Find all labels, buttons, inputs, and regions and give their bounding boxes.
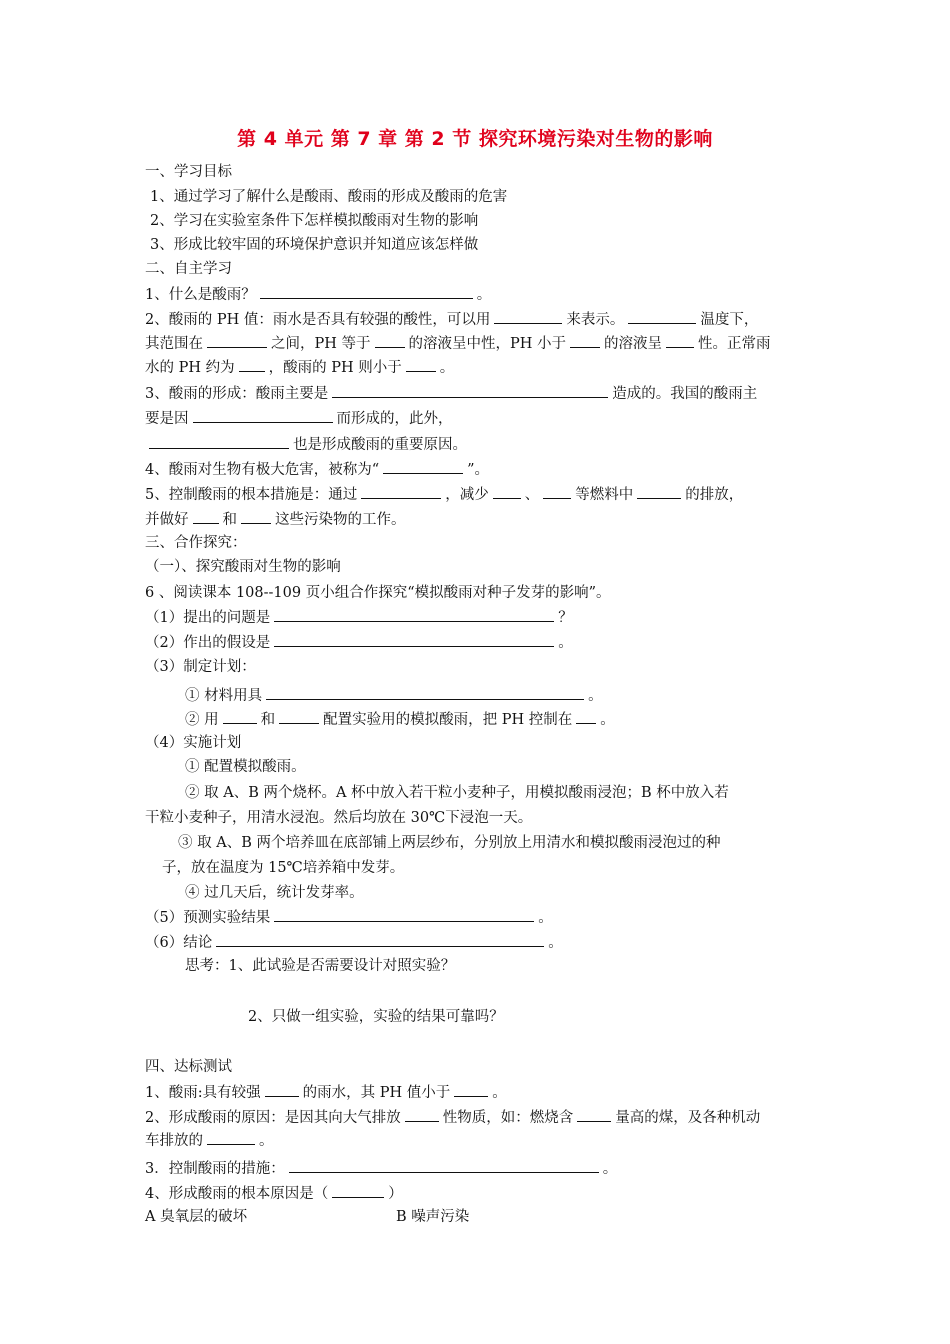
text-line: [248, 1008, 504, 1026]
line-text: 一、学习目标: [145, 164, 232, 180]
line-text: 车排放的: [145, 1133, 203, 1149]
line-text: ① 材料用具: [185, 688, 263, 704]
text-line: [145, 1131, 274, 1150]
text-line: [185, 957, 455, 975]
line-text: 。: [600, 712, 615, 728]
line-text: 6 、阅读课本 108--109 页小组合作探究“模拟酸雨对种子发芽的影响”。: [145, 585, 611, 601]
line-text: 水的 PH 约为: [145, 360, 235, 376]
line-text: （2）作出的假设是: [145, 635, 271, 651]
line-text: 2、形成酸雨的原因：是因其向大气排放: [145, 1110, 401, 1126]
text-line: [145, 908, 553, 927]
line-text: 子，放在温度为 15℃培养箱中发芽。: [162, 860, 405, 876]
text-line: [145, 534, 247, 552]
text-line: [185, 758, 306, 776]
answer-blank[interactable]: [577, 1108, 611, 1122]
line-text: 。: [558, 635, 573, 651]
answer-blank[interactable]: [207, 1131, 255, 1145]
answer-blank[interactable]: [193, 409, 333, 423]
answer-blank[interactable]: [494, 310, 562, 324]
line-text: 3．控制酸雨的措施：: [145, 1161, 285, 1177]
line-text: （4）实施计划: [145, 735, 242, 751]
text-line: [145, 734, 241, 752]
answer-blank[interactable]: [274, 608, 554, 622]
answer-blank[interactable]: [193, 510, 219, 524]
line-text: 的排放，: [685, 487, 744, 503]
line-text: 温度下，: [700, 312, 759, 328]
line-text: 思考：1、此试验是否需要设计对照实验？: [185, 958, 456, 974]
answer-blank[interactable]: [405, 1108, 439, 1122]
answer-blank[interactable]: [637, 485, 681, 499]
line-text: 也是形成酸雨的重要原因。: [293, 437, 467, 453]
answer-blank[interactable]: [274, 908, 534, 922]
line-text: 性物质，如：燃烧含: [442, 1110, 574, 1126]
text-line: [145, 409, 453, 428]
answer-blank[interactable]: [406, 358, 436, 372]
text-line: [145, 1083, 507, 1102]
answer-blank[interactable]: [223, 710, 257, 724]
line-text: 5、控制酸雨的根本措施是：通过: [145, 487, 358, 503]
text-line: [145, 608, 573, 627]
answer-blank[interactable]: [149, 435, 289, 449]
text-line: [145, 460, 489, 479]
text-line: [145, 658, 256, 676]
text-line: [145, 1208, 247, 1226]
text-line: [145, 1184, 403, 1203]
line-text: 这些污染物的工作。: [275, 512, 406, 528]
line-text: ① 配置模拟酸雨。: [185, 759, 306, 775]
text-line: [145, 933, 563, 952]
line-text: 三、合作探究：: [145, 535, 247, 551]
line-text: ，酸雨的 PH 则小于: [268, 360, 402, 376]
line-text: 四、达标测试: [145, 1059, 232, 1075]
line-text: 等燃料中: [575, 487, 634, 503]
line-text: 而形成的，此外，: [336, 411, 453, 427]
text-line: [145, 358, 454, 377]
line-text: 。: [602, 1161, 618, 1177]
answer-blank[interactable]: [216, 933, 544, 947]
text-line: [145, 285, 491, 304]
line-text: 2、只做一组实验，实验的结果可靠吗？: [248, 1009, 504, 1025]
answer-blank[interactable]: [279, 710, 319, 724]
text-line: [162, 859, 404, 877]
text-line: [185, 884, 364, 902]
line-text: （一）、探究酸雨对生物的影响: [145, 559, 341, 575]
line-text: 。: [538, 910, 553, 926]
line-text: B 噪声污染: [396, 1209, 470, 1225]
line-text: A 臭氧层的破坏: [145, 1209, 248, 1225]
line-text: 之间，PH 等于: [271, 336, 371, 352]
text-line: [145, 384, 757, 403]
line-text: 的溶液呈中性，PH 小于: [408, 336, 567, 352]
line-text: 其范围在: [145, 336, 203, 352]
answer-blank[interactable]: [383, 460, 463, 474]
answer-blank[interactable]: [576, 710, 596, 724]
line-text: 1、酸雨:具有较强: [145, 1085, 261, 1101]
line-text: 来表示。: [566, 312, 625, 328]
answer-blank[interactable]: [332, 1184, 384, 1198]
text-line: [150, 236, 478, 254]
line-text: ③ 取 A、B 两个培养皿在底部铺上两层纱布，分别放上用清水和模拟酸雨浸泡过的种: [178, 835, 721, 851]
line-text: 二、自主学习: [145, 261, 232, 277]
line-text: ④ 过几天后，统计发芽率。: [185, 885, 364, 901]
line-text: 量高的煤，及各种机动: [615, 1110, 761, 1126]
text-line: [145, 260, 232, 278]
answer-blank[interactable]: [361, 485, 441, 499]
line-text: ）: [388, 1186, 403, 1202]
text-line: [145, 485, 743, 504]
answer-blank[interactable]: [260, 285, 473, 299]
text-line: [145, 809, 532, 827]
line-text: 的溶液呈: [604, 336, 663, 352]
line-text: 1、什么是酸雨？: [145, 287, 256, 303]
line-text: ？: [558, 610, 573, 626]
answer-blank[interactable]: [332, 384, 608, 398]
text-line: [145, 334, 771, 353]
line-text: 。: [476, 287, 492, 303]
line-text: ② 用: [185, 712, 219, 728]
line-text: ”。: [467, 462, 490, 478]
line-text: 性。正常雨: [698, 336, 771, 352]
text-line: [185, 784, 729, 802]
text-line: [185, 686, 603, 705]
line-text: 2、学习在实验室条件下怎样模拟酸雨对生物的影响: [150, 213, 479, 229]
line-text: 并做好: [145, 512, 189, 528]
answer-blank[interactable]: [289, 1159, 599, 1173]
line-text: （5）预测实验结果: [145, 910, 271, 926]
text-line: [145, 1108, 760, 1127]
line-text: 造成的。我国的酸雨主: [612, 386, 758, 402]
line-text: （1）提出的问题是: [145, 610, 271, 626]
answer-blank[interactable]: [274, 633, 554, 647]
line-text: 2、酸雨的 PH 值：雨水是否具有较强的酸性，可以用: [145, 312, 491, 328]
line-text: 、: [524, 487, 540, 503]
text-line: [150, 212, 478, 230]
line-text: 1、通过学习了解什么是酸雨、酸雨的形成及酸雨的危害: [150, 189, 508, 205]
answer-blank[interactable]: [628, 310, 696, 324]
text-line: [145, 584, 611, 602]
answer-blank[interactable]: [493, 485, 521, 499]
line-text: ② 取 A、B 两个烧杯。A 杯中放入若干粒小麦种子，用模拟酸雨浸泡；B 杯中放入若: [185, 785, 729, 801]
text-line: [145, 1159, 617, 1178]
line-text: 要是因: [145, 411, 189, 427]
answer-blank[interactable]: [543, 485, 571, 499]
document-title: 第 4 单元 第 7 章 第 2 节 探究环境污染对生物的影响: [237, 128, 713, 150]
text-line: [145, 510, 406, 529]
line-text: 的雨水，其 PH 值小于: [302, 1085, 451, 1101]
line-text: 。: [259, 1133, 274, 1149]
line-text: 3、酸雨的形成：酸雨主要是: [145, 386, 329, 402]
text-line: [178, 834, 720, 852]
answer-blank[interactable]: [207, 334, 267, 348]
line-text: 。: [439, 360, 455, 376]
line-text: 和: [260, 712, 276, 728]
line-text: 3、形成比较牢固的环境保护意识并知道应该怎样做: [150, 237, 479, 253]
line-text: 。: [492, 1085, 507, 1101]
line-text: 配置实验用的模拟酸雨，把 PH 控制在: [323, 712, 573, 728]
answer-blank[interactable]: [266, 686, 584, 700]
answer-blank[interactable]: [239, 358, 265, 372]
answer-blank[interactable]: [241, 510, 271, 524]
text-line: [145, 163, 232, 181]
line-text: ，减少: [445, 487, 489, 503]
line-text: 和: [222, 512, 237, 528]
line-text: 。: [548, 935, 563, 951]
text-line: [145, 435, 467, 454]
text-line: [145, 1058, 232, 1076]
text-line: [145, 558, 341, 576]
answer-blank[interactable]: [454, 1083, 488, 1097]
line-text: 4、形成酸雨的根本原因是（: [145, 1186, 329, 1202]
line-text: 。: [588, 688, 603, 704]
answer-blank[interactable]: [265, 1083, 299, 1097]
line-text: 干粒小麦种子，用清水浸泡。然后均放在 30℃下浸泡一天。: [145, 810, 533, 826]
text-line: [145, 310, 758, 329]
line-text: （3）制定计划：: [145, 659, 256, 675]
line-text: （6）结论: [145, 935, 213, 951]
answer-blank[interactable]: [570, 334, 600, 348]
text-line: [150, 188, 507, 206]
line-text: 4、酸雨对生物有极大危害，被称为“: [145, 462, 380, 478]
text-line: [396, 1208, 469, 1226]
answer-blank[interactable]: [666, 334, 694, 348]
text-line: [145, 633, 573, 652]
text-line: [185, 710, 615, 729]
answer-blank[interactable]: [375, 334, 405, 348]
